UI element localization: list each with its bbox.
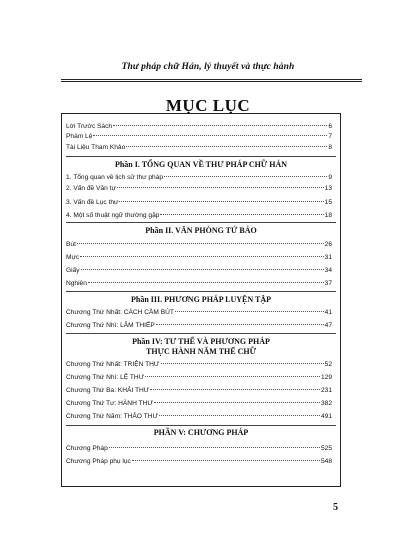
dot-leader bbox=[81, 269, 324, 270]
entry-title: Giấy bbox=[66, 267, 80, 274]
entry-title: 1. Tổng quan về lịch sử thư pháp bbox=[66, 174, 164, 181]
toc-entry bbox=[66, 143, 332, 152]
dot-leader bbox=[150, 389, 320, 390]
entry-page: 491 bbox=[320, 413, 332, 420]
toc-entry bbox=[66, 360, 332, 369]
entry-page: 37 bbox=[324, 280, 332, 287]
header-rule bbox=[61, 79, 362, 82]
entry-page: 382 bbox=[320, 400, 332, 407]
toc-entry bbox=[66, 399, 332, 408]
dot-leader bbox=[156, 324, 324, 325]
entry-title: Chương Pháp phụ lục bbox=[66, 458, 131, 465]
entry-title: Chương Pháp bbox=[66, 445, 108, 452]
entry-page: 9 bbox=[328, 174, 332, 181]
entry-title: Lời Trước Sách bbox=[66, 123, 113, 130]
part-heading-line: Phần IV: TƯ THẾ VÀ PHƯƠNG PHÁP bbox=[132, 337, 270, 346]
entry-page: 13 bbox=[324, 185, 332, 192]
section-divider bbox=[66, 222, 336, 223]
dot-leader bbox=[113, 125, 327, 126]
dot-leader bbox=[77, 243, 324, 244]
toc-entry bbox=[66, 173, 332, 182]
section-divider bbox=[66, 156, 336, 157]
entry-title: Nghiên bbox=[66, 280, 87, 287]
toc-entry bbox=[66, 386, 332, 395]
entry-title: 4. Một số thuật ngữ thường gặp bbox=[66, 212, 160, 219]
dot-leader bbox=[175, 311, 324, 312]
entry-page: 26 bbox=[324, 241, 332, 248]
toc-entry bbox=[66, 444, 332, 453]
entry-page: 15 bbox=[324, 199, 332, 206]
dot-leader bbox=[93, 135, 327, 136]
entry-title: Tài Liệu Tham Khảo bbox=[66, 144, 126, 151]
running-header: Thư pháp chữ Hán, lý thuyết và thực hành bbox=[121, 62, 295, 72]
dot-leader bbox=[80, 256, 323, 257]
entry-page: 34 bbox=[324, 267, 332, 274]
entry-title: Chương Thứ Nhất: TRIỆN THƯ bbox=[66, 361, 160, 368]
part-heading: Phần I. TỔNG QUAN VỀ THƯ PHÁP CHỮ HÁN bbox=[114, 160, 288, 169]
entry-page: 525 bbox=[320, 445, 332, 452]
entry-page: 18 bbox=[324, 212, 332, 219]
entry-page: 31 bbox=[324, 254, 332, 261]
entry-title: Chương Thứ Năm: THẢO THƯ bbox=[66, 413, 159, 420]
dot-leader bbox=[160, 214, 323, 215]
dot-leader bbox=[145, 376, 320, 377]
dot-leader bbox=[159, 415, 320, 416]
page-number: 5 bbox=[333, 502, 338, 513]
entry-page: 52 bbox=[324, 361, 332, 368]
toc-entry bbox=[66, 184, 332, 193]
section-divider bbox=[66, 425, 336, 426]
toc-entry bbox=[66, 412, 332, 421]
entry-title: Mực bbox=[66, 254, 80, 261]
dot-leader bbox=[117, 187, 324, 188]
dot-leader bbox=[132, 460, 320, 461]
toc-title: MỤC LỤC bbox=[165, 96, 251, 115]
toc-entry bbox=[66, 308, 332, 317]
entry-title: Bút bbox=[66, 241, 76, 248]
entry-page: 41 bbox=[324, 309, 332, 316]
part-heading: Phần II. VĂN PHÒNG TỨ BẢO bbox=[145, 226, 257, 235]
entry-page: 129 bbox=[320, 374, 332, 381]
entry-title: Chương Thứ Ba: KHẢI THƯ bbox=[66, 387, 150, 394]
entry-page: 7 bbox=[328, 133, 332, 140]
dot-leader bbox=[154, 402, 320, 403]
entry-title: Phàm Lệ bbox=[66, 133, 93, 140]
dot-leader bbox=[109, 447, 320, 448]
toc-entry bbox=[66, 321, 332, 330]
entry-page: 8 bbox=[328, 144, 332, 151]
entry-title: 3. Vấn đề Lục thư bbox=[66, 199, 119, 206]
toc-entry bbox=[66, 253, 332, 262]
entry-page: 231 bbox=[320, 387, 332, 394]
dot-leader bbox=[119, 201, 323, 202]
entry-title: Chương Thứ Nhất: CÁCH CẦM BÚT bbox=[66, 309, 174, 316]
entry-title: Chương Thứ Tư: HÀNH THƯ bbox=[66, 400, 153, 407]
toc-box bbox=[61, 113, 341, 487]
entry-page: 47 bbox=[324, 322, 332, 329]
section-divider bbox=[66, 333, 336, 334]
toc-entry bbox=[66, 211, 332, 220]
toc-entry bbox=[66, 240, 332, 249]
entry-page: 548 bbox=[320, 458, 332, 465]
toc-entry bbox=[66, 266, 332, 275]
dot-leader bbox=[126, 146, 327, 147]
dot-leader bbox=[88, 282, 324, 283]
toc-entry bbox=[66, 198, 332, 207]
section-divider bbox=[66, 291, 336, 292]
part-heading-line: THỰC HÀNH NĂM THỂ CHỮ bbox=[146, 347, 256, 356]
part-heading bbox=[62, 337, 340, 357]
toc-entry bbox=[66, 373, 332, 382]
toc-entry bbox=[66, 279, 332, 288]
entry-page: 6 bbox=[328, 123, 332, 130]
entry-title: Chương Thứ Nhì: LÂM THIẾP bbox=[66, 322, 155, 329]
entry-title: 2. Vấn đề Văn tự bbox=[66, 185, 116, 192]
entry-title: Chương Thứ Nhì: LỆ THƯ bbox=[66, 374, 145, 381]
toc-entry bbox=[66, 132, 332, 141]
part-heading: PHẦN V: CHƯƠNG PHÁP bbox=[153, 428, 249, 437]
part-heading: Phần III. PHƯƠNG PHÁP LUYỆN TẬP bbox=[130, 295, 271, 304]
dot-leader bbox=[164, 176, 327, 177]
toc-entry bbox=[66, 122, 332, 131]
toc-entry bbox=[66, 457, 332, 466]
dot-leader bbox=[161, 363, 324, 364]
